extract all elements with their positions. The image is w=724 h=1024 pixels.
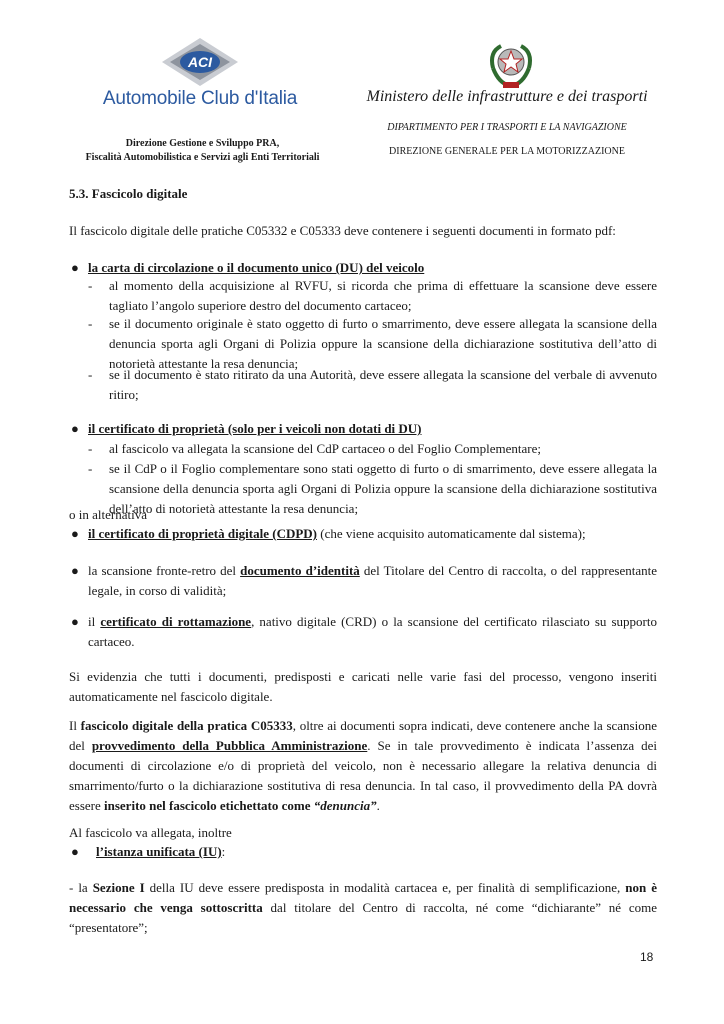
bullet-rottamazione — [88, 612, 657, 652]
dash-icon: - — [88, 278, 93, 293]
page-number: 18 — [640, 950, 654, 964]
doc-rottamazione: certificato di rottamazione — [100, 614, 252, 629]
doc-carta-circolazione: la carta di circolazione o il documento unico (DU) del veicolo — [88, 260, 425, 275]
dash-icon: - — [88, 367, 93, 382]
section-title: 5.3. Fascicolo digitale — [69, 186, 188, 201]
bold-text: non è necessario che venga sottoscritta — [69, 880, 657, 915]
bullet-text: : — [221, 844, 226, 859]
italian-emblem — [485, 38, 537, 92]
aci-dept-line2: Fiscalità Automobilistica e Servizi agli Enti Territoriali — [85, 152, 320, 163]
bullet-identita — [88, 561, 657, 601]
paragraph-sezione — [69, 878, 657, 938]
bold-text: Sezione I — [92, 880, 145, 895]
doc-identita: documento d’identità — [240, 563, 360, 578]
bullet-icon: ● — [71, 614, 79, 629]
aci-name: Automobile Club d'Italia — [102, 88, 298, 109]
text: . — [376, 798, 380, 813]
list-item: al fascicolo va allegata la scansione del CdP cartaceo o del Foglio Complementare; — [109, 441, 541, 456]
bullet-text: , nativo digitale (CRD) o la scansione del certificato rilasciato su supporto cartaceo. — [88, 614, 657, 649]
bullet-icon: ● — [71, 563, 79, 578]
text: - la — [69, 880, 93, 895]
bullet-text: del Titolare del Centro di raccolta, o del rappresentante legale, in corso di validità; — [88, 563, 657, 598]
bullet-title — [88, 419, 657, 439]
doc-certificato-proprieta: il certificato di proprietà (solo per i veicoli non dotati di DU) — [88, 421, 422, 436]
dash-icon: - — [88, 461, 93, 476]
bullet-title — [88, 258, 657, 278]
intro-paragraph: Il fascicolo digitale delle pratiche C05332 e C05333 deve contenere i seguenti documenti in formato pdf: — [69, 223, 616, 238]
bold-text: fascicolo digitale della pratica C05333 — [80, 718, 293, 733]
aci-department — [60, 137, 345, 165]
list-item: se il CdP o il Foglio complementare sono stati oggetto di furto o di smarrimento, deve essere allegata la scansione della denuncia sporta agli Organi di Polizia oppure la scansione della dichiarazione sostitutiva dell’atto di notorietà attestante la resa denuncia; — [109, 461, 657, 516]
bullet-text: la scansione fronte-retro del — [88, 563, 241, 578]
bullet-icon: ● — [71, 260, 79, 275]
text: dal titolare del Centro di raccolta, né come “dichiarante” né come “presentatore”; — [69, 900, 657, 935]
bold-italic-text: “denuncia” — [313, 798, 377, 813]
aci-dept-line1: Direzione Gestione e Sviluppo PRA, — [125, 138, 280, 149]
aci-logo-text: ACI — [187, 54, 213, 70]
text: Il — [69, 718, 81, 733]
paragraph-al-fascicolo: Al fascicolo va allegata, inoltre — [69, 825, 232, 840]
bullet-icon: ● — [71, 421, 79, 436]
bullet-istanza — [96, 842, 665, 862]
list-item: se il documento è stato ritirato da una Autorità, deve essere allegata la scansione del verbale di avvenuto ritiro; — [109, 367, 657, 402]
doc-istanza-unificata: l’istanza unificata (IU) — [96, 844, 222, 859]
doc-cdpd: il certificato di proprietà digitale (CDPD) — [88, 526, 318, 541]
aci-logo — [160, 36, 240, 88]
bold-text: inserito nel fascicolo etichettato come — [104, 798, 314, 813]
ministry-department: DIPARTIMENTO PER I TRASPORTI E LA NAVIGAZIONE — [387, 122, 627, 133]
ministry-direction: DIREZIONE GENERALE PER LA MOTORIZZAZIONE — [389, 146, 625, 157]
bullet-icon: ● — [71, 844, 79, 859]
bullet-icon: ● — [71, 526, 79, 541]
text: , oltre ai documenti sopra indicati, deve contenere anche la scansione del — [69, 718, 657, 753]
paragraph-evidenzia: Si evidenzia che tutti i documenti, predisposti e caricati nelle varie fasi del processo, vengono inseriti automaticamente nel fascicolo digitale. — [69, 669, 657, 704]
paragraph-c05333 — [69, 716, 657, 816]
bullet-text: (che viene acquisito automaticamente dal sistema); — [317, 526, 586, 541]
bullet-text: il — [88, 614, 101, 629]
list-item: se il documento originale è stato oggetto di furto o smarrimento, deve essere allegata la scansione della denuncia sporta agli Organi di Polizia oppure la scansione della dichiarazione sostitutiva dell’atto di notorietà attestante la resa denuncia; — [109, 316, 657, 371]
bold-underlined-text: provvedimento della Pubblica Amministrazione — [91, 738, 368, 753]
text: della IU deve essere predisposta in modalità cartacea e, per finalità di semplificazione, — [144, 880, 626, 895]
dash-icon: - — [88, 441, 93, 456]
list-item: al momento della acquisizione al RVFU, si ricorda che prima di effettuare la scansione deve essere tagliato l’angolo superiore destro del documento cartaceo; — [109, 278, 657, 313]
dash-icon: - — [88, 316, 93, 331]
text: . Se in tale provvedimento è indicata l’assenza dei documenti di circolazione e/o di proprietà del veicolo, non è necessario allegare la relativa denuncia di smarrimento/furto o la dichiarazione sostitutiva di resa denuncia. In tal caso, il provvedimento della PA dovrà essere — [69, 738, 657, 813]
alternative-label: o in alternativa — [69, 507, 147, 522]
ministry-name: Ministero delle infrastrutture e dei trasporti — [366, 88, 648, 105]
bullet-cdpd — [88, 524, 657, 544]
